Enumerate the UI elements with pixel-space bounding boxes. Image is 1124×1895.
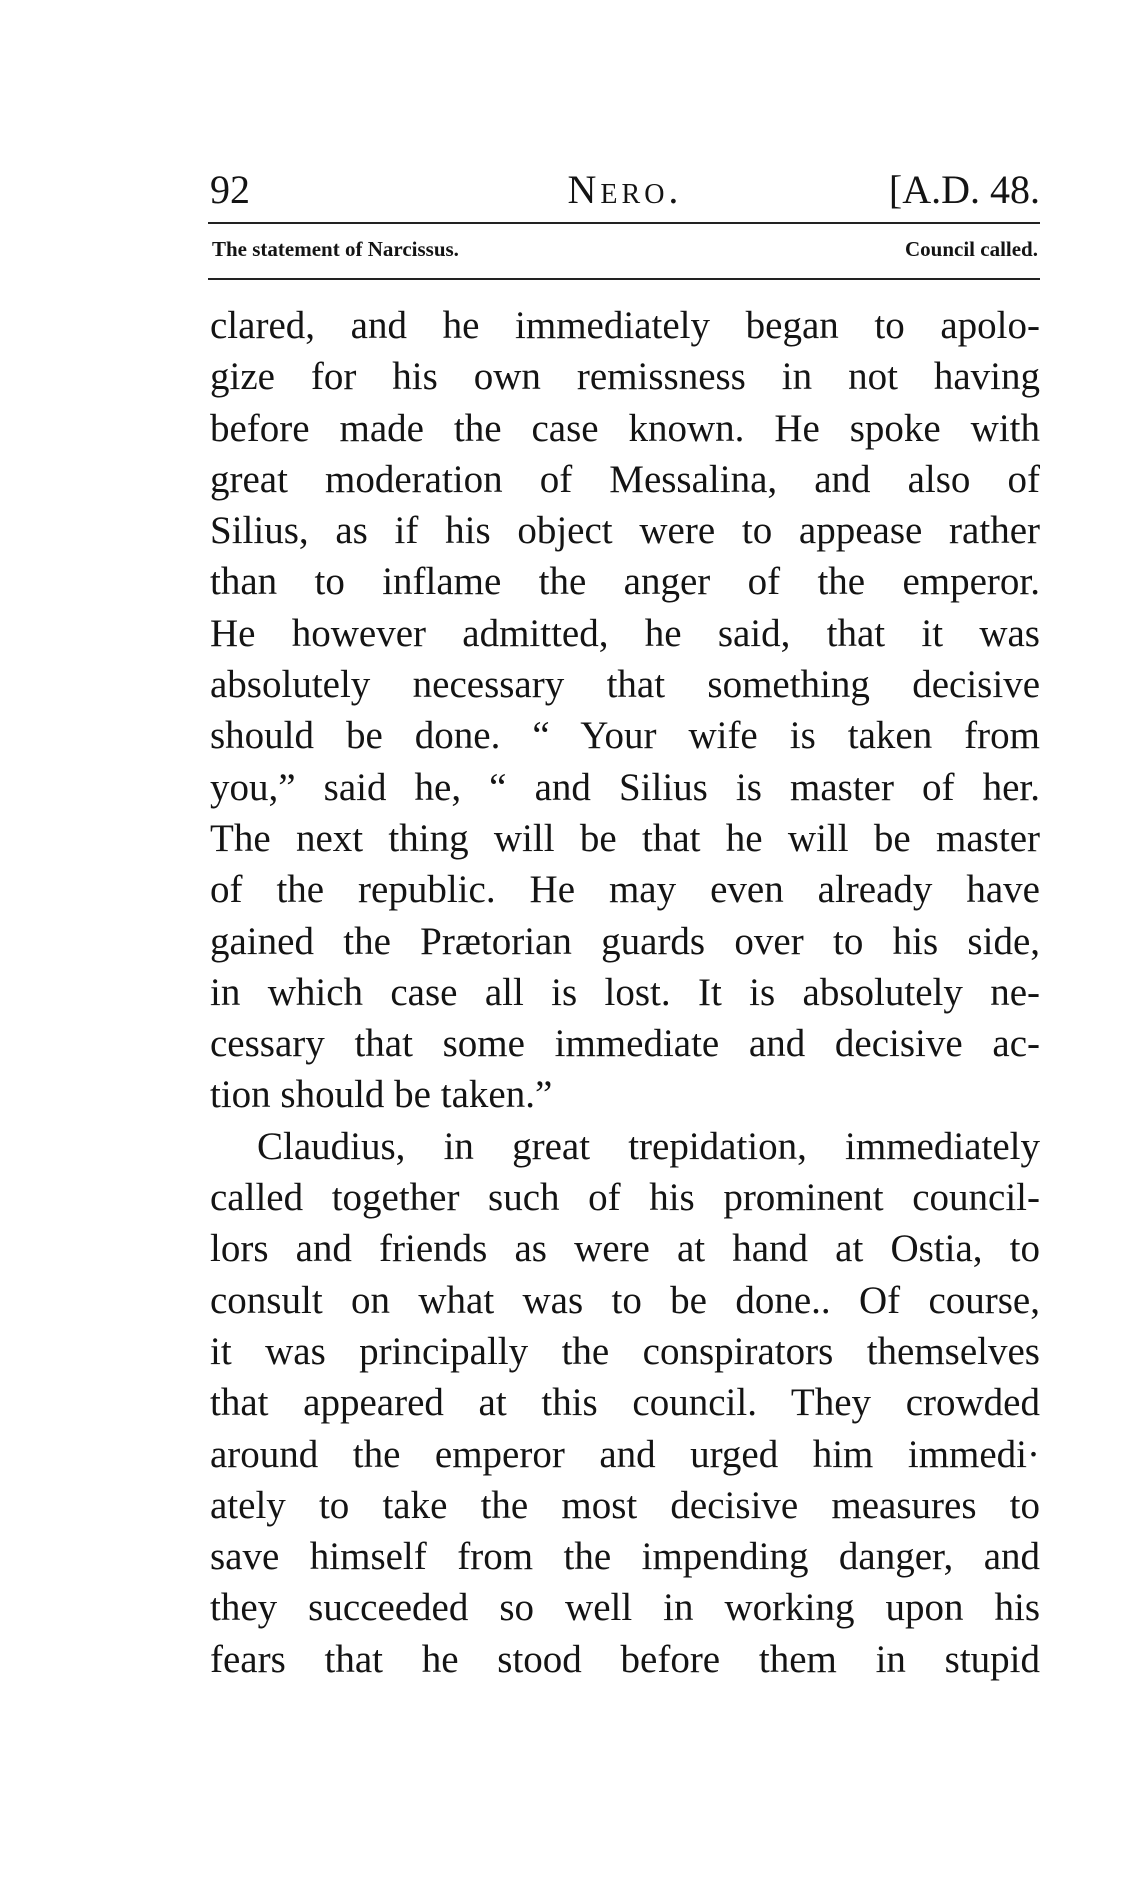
header-rule-bottom	[208, 278, 1040, 280]
text-line: it was principally the conspirators themselves	[210, 1329, 1040, 1373]
text-line: than to inflame the anger of the emperor.	[210, 560, 1040, 604]
sidenotes	[212, 234, 1038, 264]
text-line: lors and friends as were at hand at Ostia, to	[210, 1227, 1040, 1271]
text-line: you,” said he, “ and Silius is master of her.	[210, 765, 1040, 809]
text-line: The next thing will be that he will be master	[210, 816, 1040, 860]
sidenote-right: Council called.	[904, 237, 1038, 261]
text-line: gained the Prætorian guards over to his side,	[210, 919, 1040, 963]
text-line: ately to take the most decisive measures to	[210, 1483, 1040, 1527]
text-line: He however admitted, he said, that it was	[210, 611, 1040, 655]
text-line: save himself from the impending danger, and	[210, 1535, 1040, 1579]
running-title: Nero.	[567, 167, 683, 212]
page-number: 92	[210, 167, 250, 212]
text-line: that appeared at this council. They crowded	[210, 1381, 1040, 1425]
text-line: Claudius, in great trepidation, immediately	[257, 1124, 1040, 1168]
text-line: cessary that some immediate and decisive ac-	[210, 1022, 1040, 1066]
sidenote-left: The statement of Narcissus.	[212, 237, 459, 261]
text-line: in which case all is lost. It is absolutely ne-	[210, 970, 1040, 1014]
text-line: called together such of his prominent council-	[210, 1176, 1040, 1220]
text-line: consult on what was to be done.. Of course,	[210, 1278, 1040, 1322]
header-rule-top	[208, 222, 1040, 224]
text-line: before made the case known. He spoke with	[210, 406, 1040, 450]
body-text	[210, 300, 1040, 1685]
text-line: Silius, as if his object were to appease rather	[210, 509, 1040, 553]
text-line: fears that he stood before them in stupid	[210, 1637, 1040, 1681]
text-line: tion should be taken.”	[210, 1073, 553, 1117]
text-line: they succeeded so well in working upon his	[210, 1586, 1040, 1630]
text-line: gize for his own remissness in not having	[210, 355, 1040, 399]
text-line: around the emperor and urged him immedi·	[210, 1432, 1040, 1476]
text-line: should be done. “ Your wife is taken from	[210, 714, 1040, 758]
text-line: great moderation of Messalina, and also of	[210, 457, 1040, 501]
text-line: clared, and he immediately began to apolo-	[210, 304, 1040, 347]
running-date: [A.D. 48.	[888, 167, 1040, 212]
text-line: absolutely necessary that something decisive	[210, 663, 1040, 707]
running-head	[210, 166, 1040, 214]
text-line: of the republic. He may even already have	[210, 868, 1040, 912]
